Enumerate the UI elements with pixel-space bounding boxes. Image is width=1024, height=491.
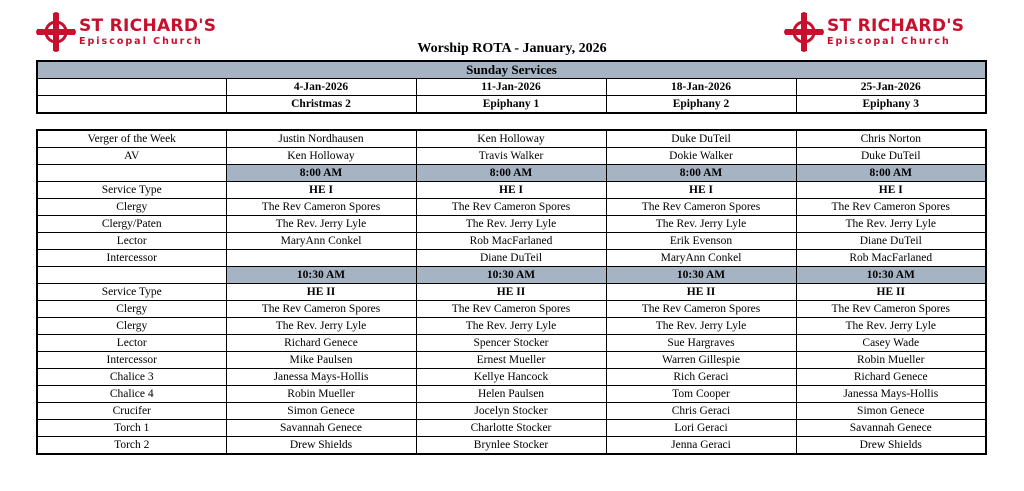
rota-row xyxy=(37,437,986,455)
service-date: 4-Jan-2026 xyxy=(226,79,416,96)
assignee-cell: The Rev Cameron Spores xyxy=(226,199,416,216)
assignee-cell: Charlotte Stocker xyxy=(416,420,606,437)
assignee-cell: The Rev Cameron Spores xyxy=(796,199,986,216)
service-time-row xyxy=(37,165,986,182)
occasions-row xyxy=(37,96,986,114)
assignee-cell: Mike Paulsen xyxy=(226,352,416,369)
role-label: Torch 2 xyxy=(37,437,226,455)
assignee-cell: Robin Mueller xyxy=(796,352,986,369)
header-blank-cell xyxy=(37,96,226,114)
rota-body xyxy=(37,130,986,454)
role-label: Intercessor xyxy=(37,250,226,267)
assignee-cell: The Rev Cameron Spores xyxy=(606,301,796,318)
service-date: 11-Jan-2026 xyxy=(416,79,606,96)
header-blank-cell xyxy=(37,79,226,96)
assignee-cell: The Rev. Jerry Lyle xyxy=(796,216,986,233)
assignee-cell: The Rev. Jerry Lyle xyxy=(606,318,796,335)
assignee-cell: Duke DuTeil xyxy=(606,130,796,148)
assignee-cell: Simon Genece xyxy=(796,403,986,420)
assignee-cell: Erik Evenson xyxy=(606,233,796,250)
role-label: AV xyxy=(37,148,226,165)
assignee-cell: Warren Gillespie xyxy=(606,352,796,369)
assignee-cell: Diane DuTeil xyxy=(796,233,986,250)
liturgical-occasion: Christmas 2 xyxy=(226,96,416,114)
assignee-cell: Tom Cooper xyxy=(606,386,796,403)
dates-row xyxy=(37,79,986,96)
assignee-cell: Sue Hargraves xyxy=(606,335,796,352)
assignee-cell: Justin Nordhausen xyxy=(226,130,416,148)
assignee-cell: The Rev. Jerry Lyle xyxy=(416,318,606,335)
assignee-cell: The Rev Cameron Spores xyxy=(606,199,796,216)
assignee-cell: Simon Genece xyxy=(226,403,416,420)
service-time-cell: 10:30 AM xyxy=(796,267,986,284)
assignee-cell: MaryAnn Conkel xyxy=(226,233,416,250)
assignee-cell: Richard Genece xyxy=(796,369,986,386)
service-time-cell: 10:30 AM xyxy=(226,267,416,284)
logo-subtitle: Episcopal Church xyxy=(79,35,203,47)
role-label: Verger of the Week xyxy=(37,130,226,148)
assignee-cell: Rich Geraci xyxy=(606,369,796,386)
assignee-cell: Brynlee Stocker xyxy=(416,437,606,455)
role-label: Lector xyxy=(37,233,226,250)
role-label: Clergy xyxy=(37,318,226,335)
assignee-cell: MaryAnn Conkel xyxy=(606,250,796,267)
assignee-cell: Janessa Mays-Hollis xyxy=(796,386,986,403)
assignee-cell: Jenna Geraci xyxy=(606,437,796,455)
assignee-cell: Spencer Stocker xyxy=(416,335,606,352)
assignee-cell: The Rev. Jerry Lyle xyxy=(226,318,416,335)
role-label: Clergy xyxy=(37,199,226,216)
rota-row xyxy=(37,216,986,233)
liturgical-occasion: Epiphany 2 xyxy=(606,96,796,114)
liturgical-occasion: Epiphany 1 xyxy=(416,96,606,114)
assignee-cell: The Rev Cameron Spores xyxy=(796,301,986,318)
rota-row xyxy=(37,352,986,369)
assignee-cell: Savannah Genece xyxy=(796,420,986,437)
role-label: Clergy xyxy=(37,301,226,318)
rota-row xyxy=(37,233,986,250)
logo-name: ST RICHARD'S xyxy=(79,15,217,36)
assignee-cell: Rob MacFarlaned xyxy=(796,250,986,267)
logo-name: ST RICHARD'S xyxy=(827,15,965,36)
service-type-cell: HE I xyxy=(606,182,796,199)
assignee-cell: Jocelyn Stocker xyxy=(416,403,606,420)
assignee-cell: Casey Wade xyxy=(796,335,986,352)
service-type-cell: HE I xyxy=(226,182,416,199)
service-time-row xyxy=(37,267,986,284)
rota-row xyxy=(37,250,986,267)
service-type-cell: HE II xyxy=(606,284,796,301)
assignee-cell: Janessa Mays-Hollis xyxy=(226,369,416,386)
rota-row xyxy=(37,403,986,420)
assignee-cell xyxy=(226,250,416,267)
rota-row xyxy=(37,335,986,352)
sunday-services-banner: Sunday Services xyxy=(37,61,986,79)
role-label: Chalice 4 xyxy=(37,386,226,403)
service-type-cell: HE I xyxy=(796,182,986,199)
role-label xyxy=(37,267,226,284)
assignee-cell: The Rev. Jerry Lyle xyxy=(226,216,416,233)
service-type-cell: HE II xyxy=(226,284,416,301)
liturgical-occasion: Epiphany 3 xyxy=(796,96,986,114)
assignee-cell: Ernest Mueller xyxy=(416,352,606,369)
role-label: Clergy/Paten xyxy=(37,216,226,233)
rota-table xyxy=(36,129,987,455)
assignee-cell: Helen Paulsen xyxy=(416,386,606,403)
rota-row xyxy=(37,301,986,318)
service-time-cell: 8:00 AM xyxy=(796,165,986,182)
assignee-cell: Drew Shields xyxy=(796,437,986,455)
rota-row xyxy=(37,420,986,437)
role-label: Intercessor xyxy=(37,352,226,369)
service-type-cell: HE I xyxy=(416,182,606,199)
rota-row xyxy=(37,148,986,165)
role-label: Crucifer xyxy=(37,403,226,420)
assignee-cell: Travis Walker xyxy=(416,148,606,165)
rota-row xyxy=(37,130,986,148)
service-time-cell: 8:00 AM xyxy=(226,165,416,182)
assignee-cell: Richard Genece xyxy=(226,335,416,352)
assignee-cell: Duke DuTeil xyxy=(796,148,986,165)
role-label xyxy=(37,165,226,182)
rota-row xyxy=(37,182,986,199)
rota-row xyxy=(37,284,986,301)
role-label: Service Type xyxy=(37,284,226,301)
role-label: Chalice 3 xyxy=(37,369,226,386)
service-date: 18-Jan-2026 xyxy=(606,79,796,96)
rota-row xyxy=(37,318,986,335)
assignee-cell: Chris Geraci xyxy=(606,403,796,420)
service-time-cell: 10:30 AM xyxy=(416,267,606,284)
assignee-cell: The Rev Cameron Spores xyxy=(416,301,606,318)
service-type-cell: HE II xyxy=(796,284,986,301)
assignee-cell: Rob MacFarlaned xyxy=(416,233,606,250)
rota-row xyxy=(37,199,986,216)
page-title: Worship ROTA - January, 2026 xyxy=(417,41,607,56)
assignee-cell: Chris Norton xyxy=(796,130,986,148)
logo-subtitle: Episcopal Church xyxy=(827,35,951,47)
assignee-cell: Ken Holloway xyxy=(226,148,416,165)
assignee-cell: The Rev Cameron Spores xyxy=(416,199,606,216)
assignee-cell: The Rev. Jerry Lyle xyxy=(796,318,986,335)
assignee-cell: Diane DuTeil xyxy=(416,250,606,267)
service-type-cell: HE II xyxy=(416,284,606,301)
assignee-cell: Dokie Walker xyxy=(606,148,796,165)
role-label: Lector xyxy=(37,335,226,352)
service-date: 25-Jan-2026 xyxy=(796,79,986,96)
service-time-cell: 8:00 AM xyxy=(606,165,796,182)
service-time-cell: 10:30 AM xyxy=(606,267,796,284)
role-label: Torch 1 xyxy=(37,420,226,437)
assignee-cell: Lori Geraci xyxy=(606,420,796,437)
assignee-cell: Robin Mueller xyxy=(226,386,416,403)
services-header-table xyxy=(36,60,987,114)
assignee-cell: The Rev Cameron Spores xyxy=(226,301,416,318)
rota-row xyxy=(37,369,986,386)
assignee-cell: Drew Shields xyxy=(226,437,416,455)
assignee-cell: Ken Holloway xyxy=(416,130,606,148)
role-label: Service Type xyxy=(37,182,226,199)
assignee-cell: The Rev. Jerry Lyle xyxy=(416,216,606,233)
assignee-cell: The Rev. Jerry Lyle xyxy=(606,216,796,233)
rota-row xyxy=(37,386,986,403)
assignee-cell: Kellye Hancock xyxy=(416,369,606,386)
assignee-cell: Savannah Genece xyxy=(226,420,416,437)
service-time-cell: 8:00 AM xyxy=(416,165,606,182)
